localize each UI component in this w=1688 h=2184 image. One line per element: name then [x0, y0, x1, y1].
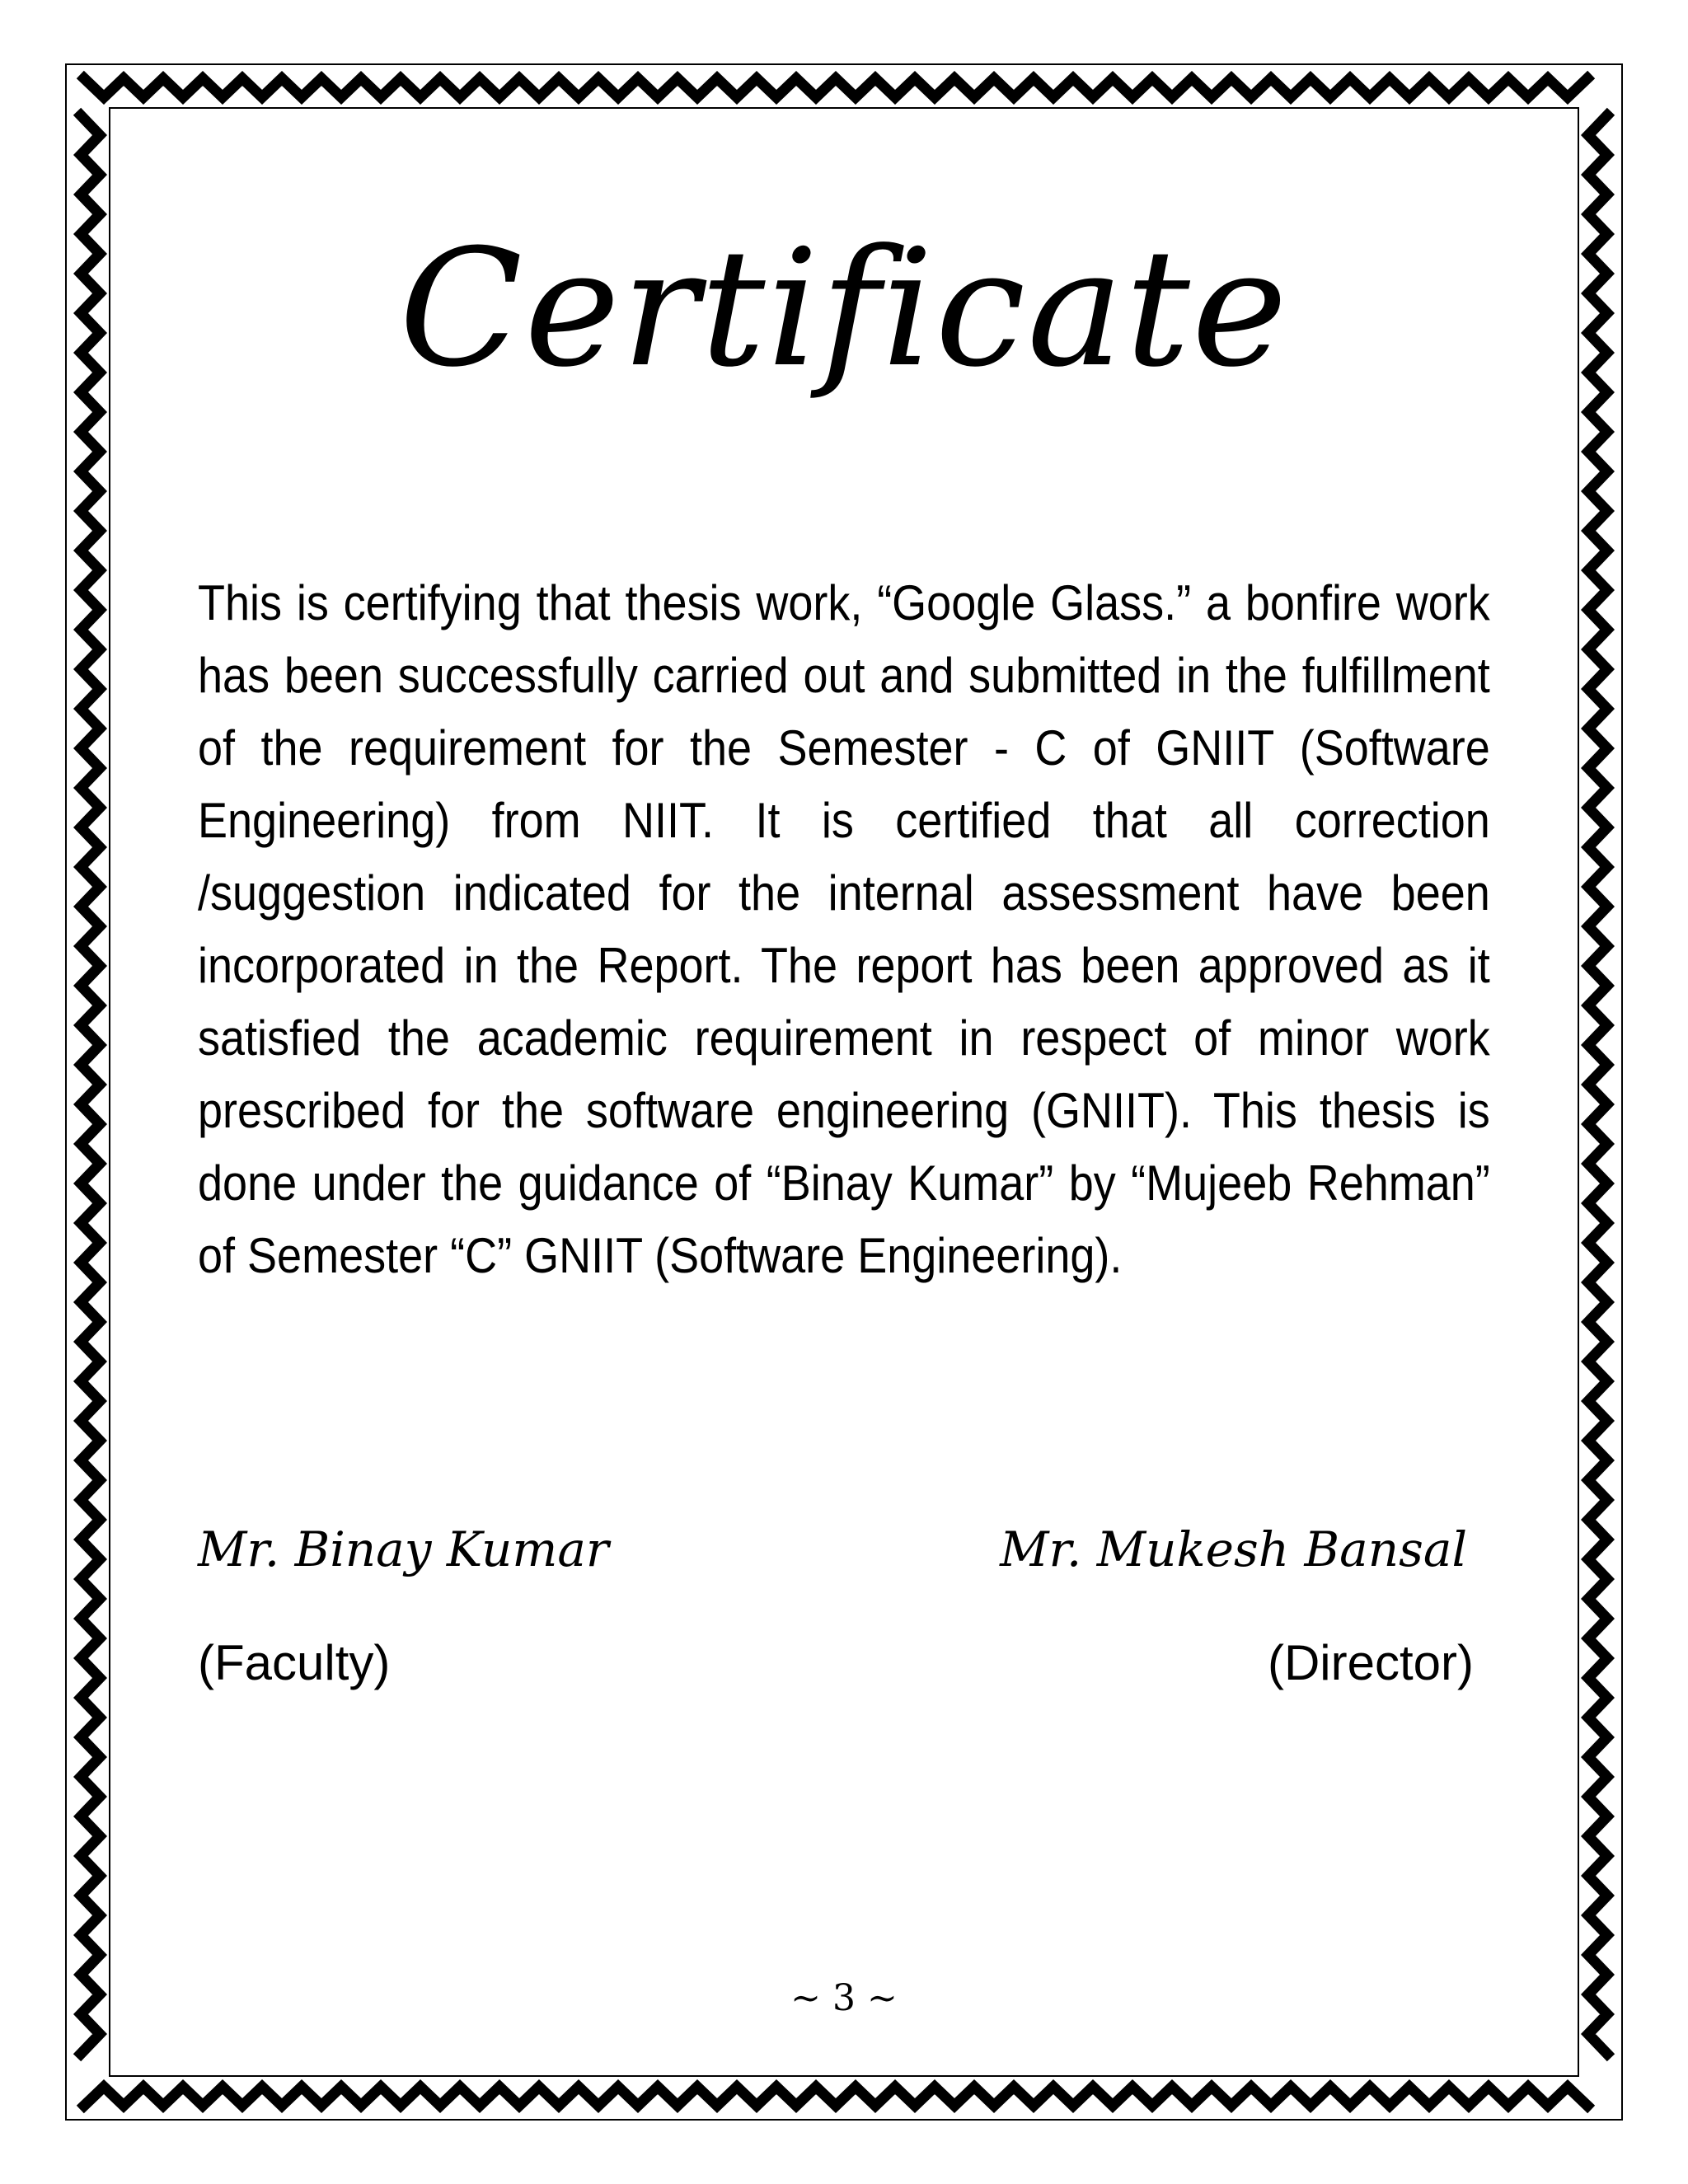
faculty-role-label: (Faculty): [198, 1635, 391, 1690]
director-role-label: (Director): [1268, 1635, 1474, 1690]
faculty-signature-name: Mr. Binay Kumar: [198, 1521, 609, 1577]
certificate-title: Certificate: [399, 215, 1289, 403]
certificate-body-text: This is certifying that thesis work, “Google Glass.” a bonfire work has been successfully carried out and submitted in the fulfillment of the requirement for the Semester - C of GNIIT (Software Engineering) from NIIT. It is certified that all correction /suggestion indicated for the internal assessment have been incorporated in the Report. The report has been approved as it satisfied the academic requirement in respect of minor work prescribed for the software engineering (GNIIT). This thesis is done under the guidance of “Binay Kumar” by “Mujeeb Rehman” of Semester “C” GNIIT (Software Engineering).: [198, 575, 1490, 1283]
page-number: ~ 3 ~: [790, 1977, 898, 2019]
director-signature-name: Mr. Mukesh Bansal: [1000, 1521, 1467, 1577]
